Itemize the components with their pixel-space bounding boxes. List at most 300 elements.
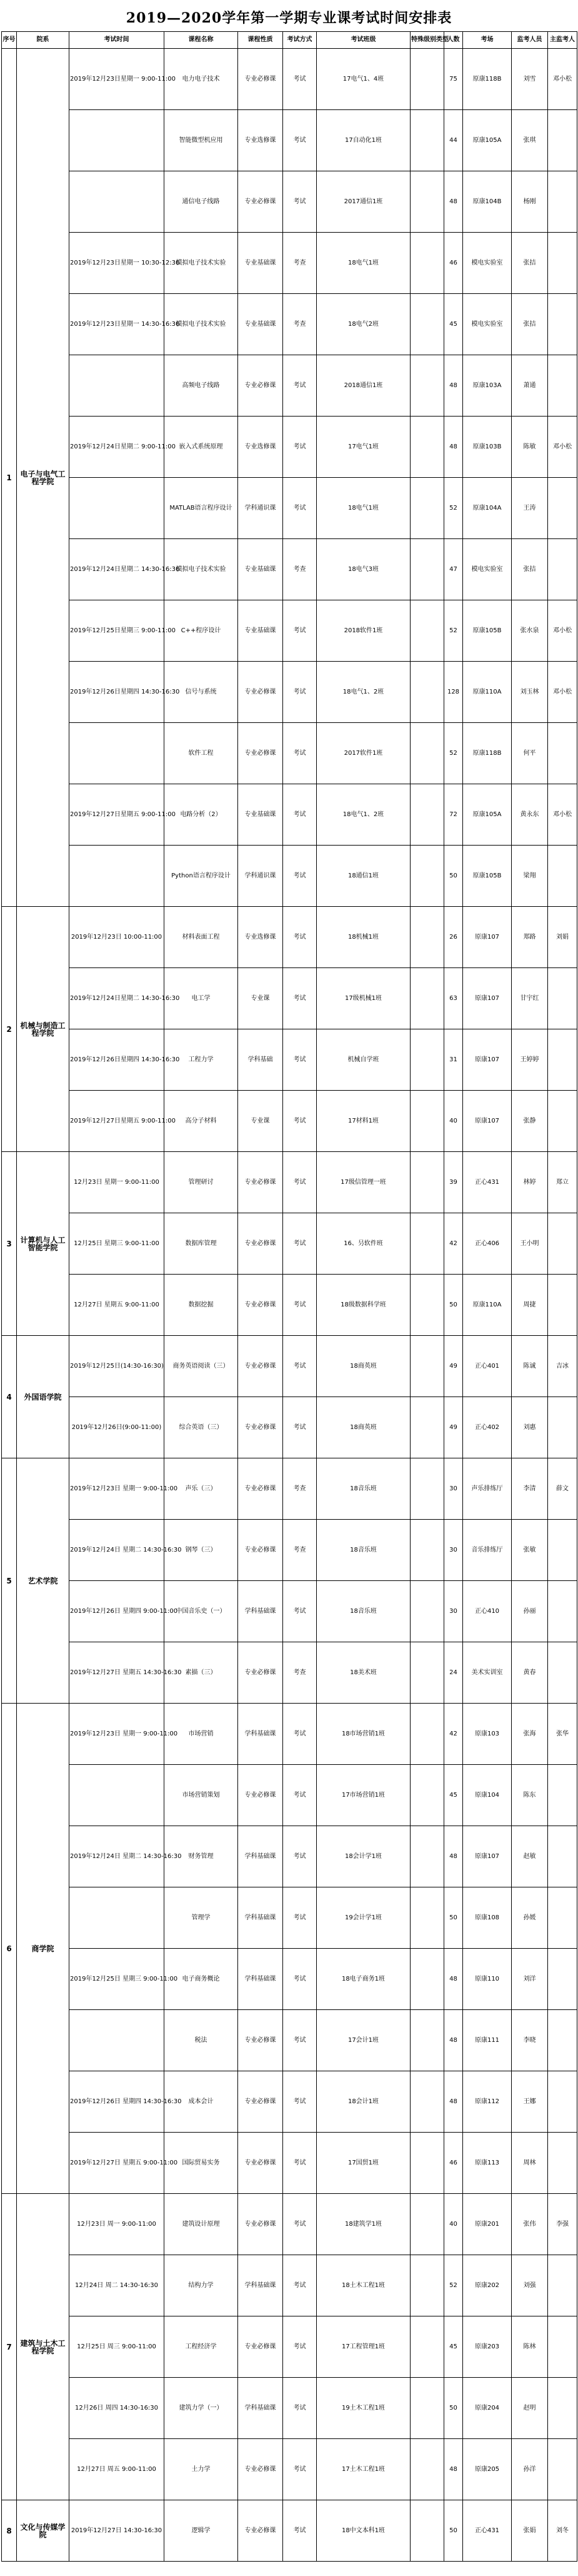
course-name: 结构力学 [164, 2255, 238, 2316]
course-name: 素描（三） [164, 1642, 238, 1704]
special-type [411, 355, 444, 417]
course-name: 土力学 [164, 2439, 238, 2500]
exam-time: 2019年12月27日星期五 9:00-11:00 [69, 1091, 164, 1152]
exam-time: 2019年12月24日星期二 14:30-16:30 [69, 968, 164, 1029]
exam-mode: 考查 [283, 233, 317, 294]
exam-mode: 考试 [283, 478, 317, 539]
exam-mode: 考试 [283, 846, 317, 907]
chief-invigilator [548, 1826, 577, 1887]
exam-room: 原康118B [463, 49, 512, 110]
special-type [411, 2010, 444, 2071]
course-nature: 学科通识课 [238, 846, 283, 907]
exam-mode: 考试 [283, 2316, 317, 2378]
table-row [2, 49, 577, 110]
exam-time: 2019年12月27日星期五 9:00-11:00 [69, 784, 164, 846]
course-name: 工程经济学 [164, 2316, 238, 2378]
special-type [411, 1520, 444, 1581]
course-name: 管理学 [164, 1887, 238, 1949]
exam-class: 18电气1、2班 [317, 662, 411, 723]
table-row [2, 2194, 577, 2255]
course-name: 管理研讨 [164, 1152, 238, 1213]
exam-class: 18机械1班 [317, 907, 411, 968]
special-type [411, 600, 444, 662]
exam-time: 2019年12月23日 星期一 9:00-11:00 [69, 1458, 164, 1520]
course-name: 电工学 [164, 968, 238, 1029]
course-name: 电子商务概论 [164, 1949, 238, 2010]
col-nature: 课程性质 [238, 32, 283, 49]
invigilator: 黄春 [512, 1642, 548, 1704]
invigilator: 郑路 [512, 907, 548, 968]
table-row [2, 1949, 577, 2010]
course-name: 信号与系统 [164, 662, 238, 723]
exam-time: 2019年12月26日星期四 14:30-16:30 [69, 662, 164, 723]
course-nature: 专业必修课 [238, 2194, 283, 2255]
section-number: 5 [2, 1458, 17, 1704]
student-count: 40 [444, 1091, 463, 1152]
invigilator: 张拮 [512, 294, 548, 355]
course-nature: 学科基础课 [238, 1581, 283, 1642]
exam-room: 原康107 [463, 1029, 512, 1091]
chief-invigilator: 李强 [548, 2194, 577, 2255]
exam-time: 2019年12月27日 星期五 14:30-16:30 [69, 1642, 164, 1704]
course-name: 高频电子线路 [164, 355, 238, 417]
section-number: 2 [2, 907, 17, 1152]
chief-invigilator [548, 1397, 577, 1458]
exam-time: 12月25日 星期三 9:00-11:00 [69, 1213, 164, 1275]
exam-room: 音乐排练厅 [463, 1520, 512, 1581]
invigilator: 张敏 [512, 1520, 548, 1581]
chief-invigilator [548, 1581, 577, 1642]
header-row [2, 32, 577, 49]
section-number: 4 [2, 1336, 17, 1458]
special-type [411, 2255, 444, 2316]
special-type [411, 1275, 444, 1336]
exam-class: 2018通信1班 [317, 355, 411, 417]
special-type [411, 1152, 444, 1213]
invigilator: 刘惠 [512, 1397, 548, 1458]
exam-class: 18会计学1班 [317, 1826, 411, 1887]
invigilator: 陈敏 [512, 417, 548, 478]
course-name: 智能微型机应用 [164, 110, 238, 171]
exam-time: 2019年12月25日 星期三 9:00-11:00 [69, 1949, 164, 2010]
course-nature: 专业必修课 [238, 1765, 283, 1826]
col-invigilator: 监考人员 [512, 32, 548, 49]
chief-invigilator [548, 294, 577, 355]
exam-mode: 考试 [283, 2133, 317, 2194]
table-row [2, 355, 577, 417]
exam-room: 原康103B [463, 417, 512, 478]
exam-mode: 考试 [283, 1765, 317, 1826]
exam-mode: 考试 [283, 1887, 317, 1949]
course-name: 软件工程 [164, 723, 238, 784]
student-count: 49 [444, 1336, 463, 1397]
special-type [411, 49, 444, 110]
student-count: 50 [444, 846, 463, 907]
invigilator: 赵明 [512, 2378, 548, 2439]
course-nature: 专业必修课 [238, 723, 283, 784]
department-name: 商学院 [17, 1704, 69, 2194]
exam-room: 原康202 [463, 2255, 512, 2316]
course-name: 电力电子技术 [164, 49, 238, 110]
table-row [2, 723, 577, 784]
invigilator: 黄永东 [512, 784, 548, 846]
chief-invigilator [548, 478, 577, 539]
student-count: 48 [444, 1826, 463, 1887]
exam-time: 12月27日 星期五 9:00-11:00 [69, 1275, 164, 1336]
table-row [2, 1029, 577, 1091]
student-count: 31 [444, 1029, 463, 1091]
special-type [411, 1887, 444, 1949]
course-nature: 学科基础课 [238, 2378, 283, 2439]
exam-class: 19土木工程1班 [317, 2378, 411, 2439]
student-count: 30 [444, 1520, 463, 1581]
special-type [411, 2133, 444, 2194]
exam-mode: 考试 [283, 1152, 317, 1213]
exam-mode: 考查 [283, 1642, 317, 1704]
invigilator: 周林 [512, 2133, 548, 2194]
exam-time: 2019年12月26日星期四 14:30-16:30 [69, 1029, 164, 1091]
exam-class: 2017通信1班 [317, 171, 411, 233]
special-type [411, 907, 444, 968]
exam-class: 17工程管理1班 [317, 2316, 411, 2378]
section-number: 3 [2, 1152, 17, 1336]
table-row [2, 600, 577, 662]
chief-invigilator: 刘娟 [548, 907, 577, 968]
exam-class: 17会计1班 [317, 2010, 411, 2071]
department-name: 外国语学院 [17, 1336, 69, 1458]
exam-room: 原康104B [463, 171, 512, 233]
exam-room: 模电实验室 [463, 294, 512, 355]
student-count: 72 [444, 784, 463, 846]
col-mode: 考试方式 [283, 32, 317, 49]
section-number: 6 [2, 1704, 17, 2194]
exam-mode: 考试 [283, 2378, 317, 2439]
exam-time [69, 723, 164, 784]
exam-class: 17土木工程1班 [317, 2439, 411, 2500]
student-count: 46 [444, 2133, 463, 2194]
chief-invigilator [548, 968, 577, 1029]
exam-mode: 考试 [283, 110, 317, 171]
course-name: 市场营销 [164, 1704, 238, 1765]
exam-room: 正心431 [463, 2500, 512, 2562]
course-nature: 学科基础课 [238, 1826, 283, 1887]
exam-mode: 考试 [283, 171, 317, 233]
student-count: 45 [444, 2316, 463, 2378]
chief-invigilator [548, 1213, 577, 1275]
student-count: 39 [444, 1152, 463, 1213]
special-type [411, 1704, 444, 1765]
exam-mode: 考试 [283, 1704, 317, 1765]
invigilator: 陈林 [512, 2316, 548, 2378]
invigilator: 张水泉 [512, 600, 548, 662]
col-dept: 院系 [17, 32, 69, 49]
invigilator: 陈诚 [512, 1336, 548, 1397]
table-row [2, 478, 577, 539]
course-nature: 专业必修课 [238, 1642, 283, 1704]
student-count: 50 [444, 2378, 463, 2439]
special-type [411, 2439, 444, 2500]
chief-invigilator [548, 2316, 577, 2378]
exam-mode: 考试 [283, 1397, 317, 1458]
exam-class: 18电气2班 [317, 294, 411, 355]
exam-room: 原康204 [463, 2378, 512, 2439]
exam-class: 18美术班 [317, 1642, 411, 1704]
exam-mode: 考查 [283, 294, 317, 355]
exam-room: 原康104A [463, 478, 512, 539]
special-type [411, 539, 444, 600]
exam-mode: 考试 [283, 1949, 317, 2010]
exam-class: 17国贸1班 [317, 2133, 411, 2194]
special-type [411, 417, 444, 478]
exam-time: 2019年12月27日 星期五 9:00-11:00 [69, 2133, 164, 2194]
course-nature: 学科基础课 [238, 1704, 283, 1765]
student-count: 48 [444, 2071, 463, 2133]
exam-mode: 考试 [283, 1336, 317, 1397]
student-count: 40 [444, 2194, 463, 2255]
course-name: 市场营销策划 [164, 1765, 238, 1826]
table-row [2, 2316, 577, 2378]
col-chief: 主监考人 [548, 32, 577, 49]
invigilator: 王娜 [512, 2071, 548, 2133]
invigilator: 王婷婷 [512, 1029, 548, 1091]
course-nature: 学科基础 [238, 1029, 283, 1091]
exam-mode: 考试 [283, 2194, 317, 2255]
course-nature: 专业基础课 [238, 233, 283, 294]
exam-class: 17材料1班 [317, 1091, 411, 1152]
table-row [2, 2378, 577, 2439]
section-number: 1 [2, 49, 17, 907]
special-type [411, 1765, 444, 1826]
invigilator: 张拮 [512, 233, 548, 294]
course-name: 模拟电子技术实验 [164, 294, 238, 355]
exam-room: 正心402 [463, 1397, 512, 1458]
course-name: 国际贸易实务 [164, 2133, 238, 2194]
exam-time [69, 1887, 164, 1949]
col-room: 考场 [463, 32, 512, 49]
course-nature: 学科通识课 [238, 478, 283, 539]
exam-mode: 考试 [283, 2010, 317, 2071]
chief-invigilator: 张华 [548, 1704, 577, 1765]
exam-time: 12月25日 周三 9:00-11:00 [69, 2316, 164, 2378]
exam-time: 2019年12月23日星期一 14:30-16:30 [69, 294, 164, 355]
exam-mode: 考试 [283, 600, 317, 662]
invigilator: 张琪 [512, 110, 548, 171]
chief-invigilator: 邓小松 [548, 417, 577, 478]
table-row [2, 2133, 577, 2194]
exam-class: 18音乐班 [317, 1458, 411, 1520]
exam-mode: 考试 [283, 2500, 317, 2562]
exam-time: 2019年12月26日 星期四 14:30-16:30 [69, 2071, 164, 2133]
course-name: 数据库管理 [164, 1213, 238, 1275]
special-type [411, 1949, 444, 2010]
student-count: 45 [444, 1765, 463, 1826]
exam-time: 2019年12月27日 14:30-16:30 [69, 2500, 164, 2562]
special-type [411, 1642, 444, 1704]
course-nature: 专业必修课 [238, 49, 283, 110]
exam-mode: 考试 [283, 1213, 317, 1275]
course-nature: 专业必修课 [238, 2500, 283, 2562]
chief-invigilator [548, 1029, 577, 1091]
course-nature: 专业必修课 [238, 2133, 283, 2194]
chief-invigilator [548, 1520, 577, 1581]
course-name: 声乐（三） [164, 1458, 238, 1520]
exam-time: 2019年12月23日 10:00-11:00 [69, 907, 164, 968]
special-type [411, 1213, 444, 1275]
exam-class: 18商英班 [317, 1336, 411, 1397]
exam-mode: 考试 [283, 723, 317, 784]
exam-class: 18中文本科1班 [317, 2500, 411, 2562]
exam-time: 2019年12月26日(9:00-11:00) [69, 1397, 164, 1458]
exam-room: 原康110A [463, 662, 512, 723]
special-type [411, 171, 444, 233]
page-title: 2019—2020学年第一学期专业课考试时间安排表 [126, 10, 452, 26]
exam-mode: 考试 [283, 355, 317, 417]
chief-invigilator [548, 2010, 577, 2071]
course-nature: 专业必修课 [238, 1520, 283, 1581]
exam-time [69, 110, 164, 171]
exam-time: 12月23日 星期一 9:00-11:00 [69, 1152, 164, 1213]
chief-invigilator [548, 1091, 577, 1152]
student-count: 49 [444, 1397, 463, 1458]
table-row [2, 1581, 577, 1642]
exam-time [69, 171, 164, 233]
col-course: 课程名称 [164, 32, 238, 49]
exam-mode: 考试 [283, 1029, 317, 1091]
table-row [2, 1826, 577, 1887]
invigilator: 林婷 [512, 1152, 548, 1213]
exam-time: 2019年12月24日星期二 14:30-16:30 [69, 539, 164, 600]
invigilator: 张娟 [512, 2500, 548, 2562]
section-number: 7 [2, 2194, 17, 2500]
table-row [2, 846, 577, 907]
chief-invigilator [548, 1887, 577, 1949]
chief-invigilator [548, 233, 577, 294]
course-nature: 专业基础课 [238, 600, 283, 662]
course-nature: 学科基础课 [238, 1887, 283, 1949]
col-class: 考试班级 [317, 32, 411, 49]
exam-class: 18电子商务1班 [317, 1949, 411, 2010]
special-type [411, 2500, 444, 2562]
chief-invigilator: 邓小松 [548, 49, 577, 110]
student-count: 47 [444, 539, 463, 600]
table-row [2, 968, 577, 1029]
exam-time [69, 478, 164, 539]
special-type [411, 2194, 444, 2255]
table-row [2, 1397, 577, 1458]
chief-invigilator [548, 1642, 577, 1704]
student-count: 48 [444, 355, 463, 417]
table-row [2, 1275, 577, 1336]
special-type [411, 1336, 444, 1397]
course-name: 工程力学 [164, 1029, 238, 1091]
col-no: 序号 [2, 32, 17, 49]
course-nature: 专业必修课 [238, 1458, 283, 1520]
special-type [411, 2316, 444, 2378]
department-name: 建筑与土木工程学院 [17, 2194, 69, 2500]
exam-room: 原康103 [463, 1704, 512, 1765]
exam-mode: 考试 [283, 968, 317, 1029]
special-type [411, 1458, 444, 1520]
student-count: 52 [444, 600, 463, 662]
table-row [2, 233, 577, 294]
student-count: 75 [444, 49, 463, 110]
chief-invigilator [548, 2439, 577, 2500]
special-type [411, 723, 444, 784]
table-row [2, 2439, 577, 2500]
course-nature: 专业必修课 [238, 1152, 283, 1213]
invigilator: 刘雪 [512, 49, 548, 110]
exam-class: 机械自学班 [317, 1029, 411, 1091]
exam-mode: 考试 [283, 2071, 317, 2133]
special-type [411, 478, 444, 539]
invigilator: 王小明 [512, 1213, 548, 1275]
exam-room: 原康110 [463, 1949, 512, 2010]
col-count: 人数 [444, 32, 463, 49]
course-name: 模拟电子技术实验 [164, 233, 238, 294]
invigilator: 张拮 [512, 539, 548, 600]
exam-class: 17级信管理一班 [317, 1152, 411, 1213]
chief-invigilator: 薛文 [548, 1458, 577, 1520]
table-row [2, 417, 577, 478]
invigilator: 张海 [512, 1704, 548, 1765]
invigilator: 何平 [512, 723, 548, 784]
exam-mode: 考试 [283, 2255, 317, 2316]
course-name: 建筑设计原理 [164, 2194, 238, 2255]
table-row [2, 110, 577, 171]
chief-invigilator [548, 2378, 577, 2439]
course-name: C++程序设计 [164, 600, 238, 662]
exam-mode: 考查 [283, 539, 317, 600]
col-time: 考试时间 [69, 32, 164, 49]
exam-room: 美术实训室 [463, 1642, 512, 1704]
chief-invigilator [548, 2133, 577, 2194]
invigilator: 刘玉林 [512, 662, 548, 723]
exam-time: 12月23日 周一 9:00-11:00 [69, 2194, 164, 2255]
course-name: 模拟电子技术实验 [164, 539, 238, 600]
exam-time: 12月24日 周二 14:30-16:30 [69, 2255, 164, 2316]
invigilator: 周捷 [512, 1275, 548, 1336]
student-count: 30 [444, 1458, 463, 1520]
exam-room: 原康110A [463, 1275, 512, 1336]
exam-room: 原康118B [463, 723, 512, 784]
student-count: 48 [444, 2010, 463, 2071]
exam-time: 2019年12月24日星期二 9:00-11:00 [69, 417, 164, 478]
exam-time [69, 2010, 164, 2071]
exam-time: 2019年12月23日 星期一 9:00-11:00 [69, 1704, 164, 1765]
invigilator: 刘强 [512, 2255, 548, 2316]
exam-time: 2019年12月24日 星期二 14:30-16:30 [69, 1520, 164, 1581]
exam-class: 18通信1班 [317, 846, 411, 907]
exam-class: 18商英班 [317, 1397, 411, 1458]
exam-room: 原康107 [463, 968, 512, 1029]
exam-class: 18电气3班 [317, 539, 411, 600]
exam-room: 正心431 [463, 1152, 512, 1213]
exam-schedule-table [1, 31, 577, 2562]
department-name: 机械与制造工程学院 [17, 907, 69, 1152]
exam-class: 18电气1班 [317, 478, 411, 539]
exam-mode: 考试 [283, 49, 317, 110]
special-type [411, 1091, 444, 1152]
course-nature: 专业课 [238, 968, 283, 1029]
exam-mode: 考试 [283, 1826, 317, 1887]
invigilator: 孙丽 [512, 1581, 548, 1642]
chief-invigilator [548, 1765, 577, 1826]
course-nature: 专业课 [238, 1091, 283, 1152]
course-nature: 学科基础课 [238, 1949, 283, 2010]
student-count: 44 [444, 110, 463, 171]
table-row [2, 1642, 577, 1704]
exam-class: 17自动化1班 [317, 110, 411, 171]
